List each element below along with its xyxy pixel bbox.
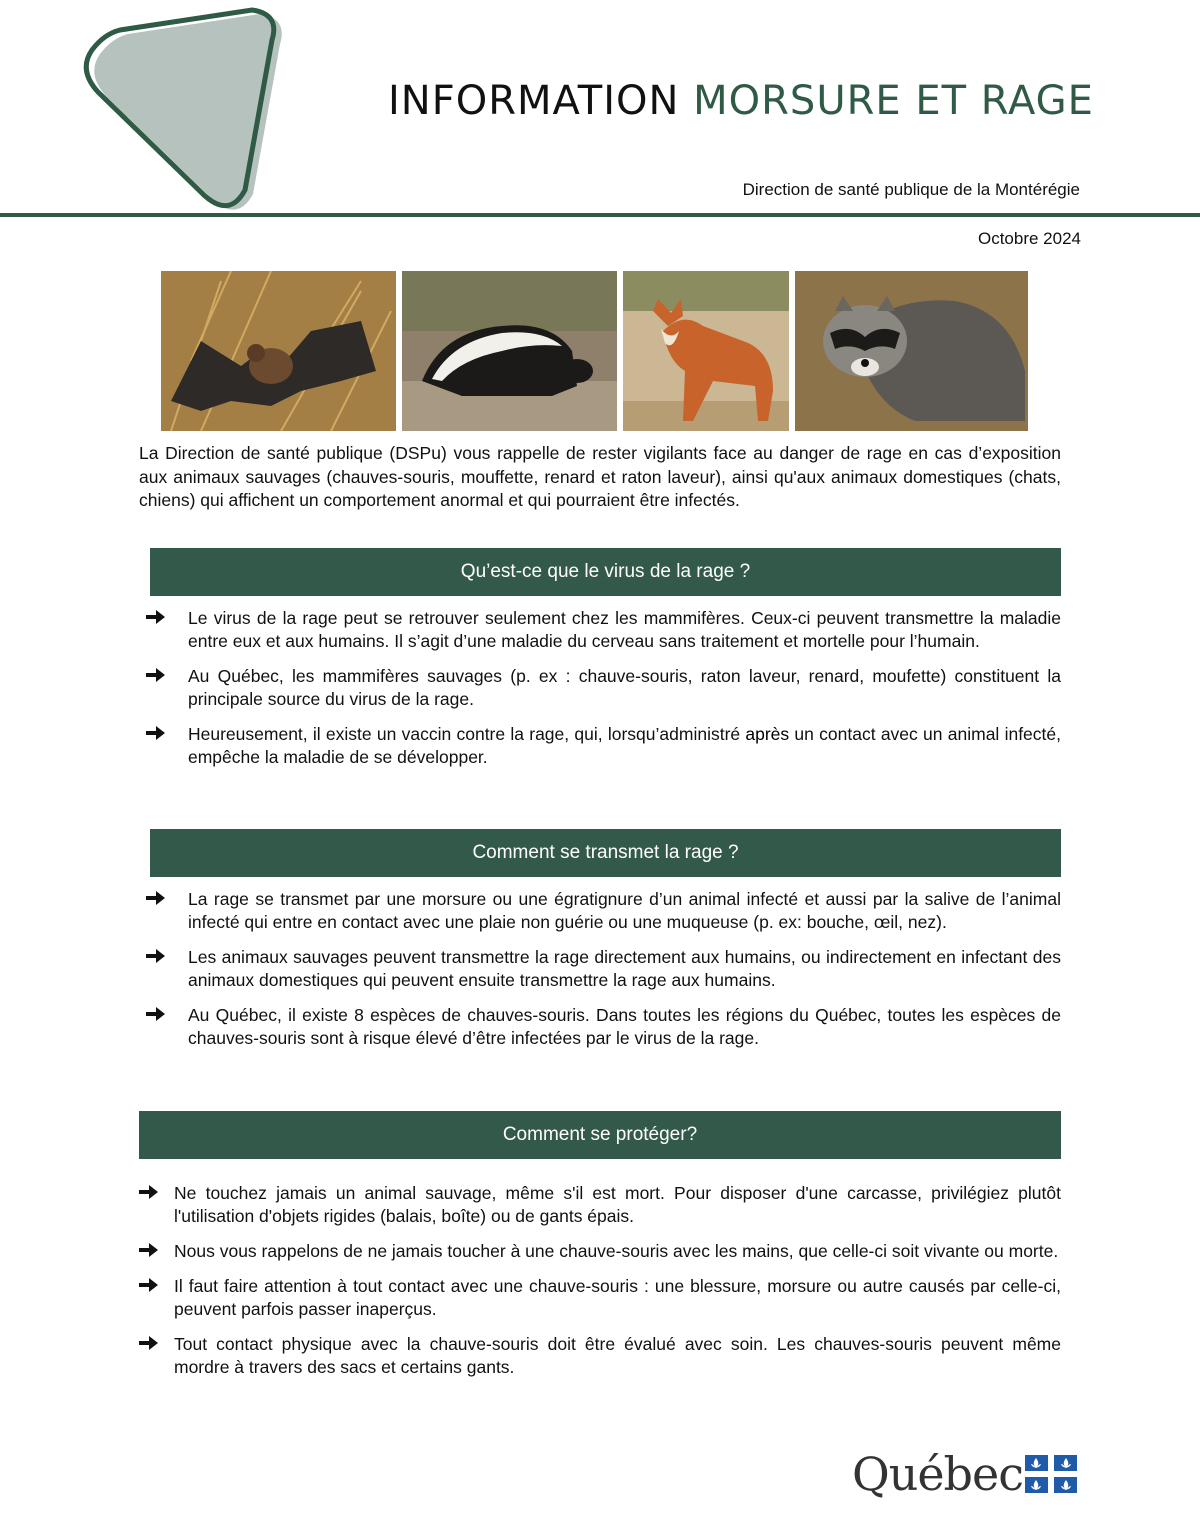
section-header-transmission: Comment se transmet la rage ?: [150, 829, 1061, 877]
arrow-right-icon: [139, 1183, 158, 1201]
section-header-protection: Comment se protéger?: [139, 1111, 1061, 1159]
list-item: [139, 1240, 1061, 1263]
list-item: [139, 1182, 1061, 1228]
fox-photo: [623, 271, 789, 431]
organization-name: Direction de santé publique de la Montérégie: [742, 180, 1080, 199]
list-item: [146, 888, 1061, 934]
decorative-triangle-logo: [60, 0, 290, 215]
list-item: [139, 1333, 1061, 1379]
arrow-right-icon: [146, 724, 165, 742]
emphasis-text: après: [745, 724, 790, 744]
title-part-information: INFORMATION: [388, 78, 680, 124]
list-item-text: Le virus de la rage peut se retrouver seulement chez les mammifères. Ceux-ci peuvent transmettre la maladie entre eux et aux humains. Il s’agit d’une maladie du cerveau sans traitement et mortelle pour l’humain.: [188, 608, 1061, 651]
list-item-text: Heureusement, il existe un vaccin contre la rage, qui, lorsqu’administré: [188, 724, 746, 744]
skunk-photo: [402, 271, 617, 431]
protection-list: [139, 1182, 1061, 1391]
arrow-right-icon: [146, 1005, 165, 1023]
list-item-text: Nous vous rappelons de ne jamais toucher à une chauve-souris avec les mains, que celle-ci soit vivante ou morte.: [174, 1241, 1059, 1261]
list-item-text: La rage se transmet par une morsure ou une égratignure d’un animal infecté et aussi par la salive de l’animal infecté qui entre en contact avec une plaie non guérie ou une muqueuse (p. ex: bouche, œil, nez).: [188, 889, 1061, 932]
list-item-text: Ne touchez jamais un animal sauvage, même s'il est mort. Pour disposer d'une carcasse, privilégiez plutôt l'utilisation d'objets rigides (balais, boîte) ou de gants épais.: [174, 1183, 1061, 1226]
arrow-right-icon: [139, 1334, 158, 1352]
title-part-topic: MORSURE ET RAGE: [693, 78, 1094, 124]
page-title: [388, 78, 1094, 124]
list-item: [146, 665, 1061, 711]
section-header-what-is-rabies: Qu’est-ce que le virus de la rage ?: [150, 548, 1061, 596]
list-item-text: Au Québec, il existe 8 espèces de chauves-souris. Dans toutes les régions du Québec, toutes les espèces de chauves-souris sont à risque élevé d’être infectées par le virus de la rage.: [188, 1005, 1061, 1048]
list-item-text: un contact avec un animal infecté, empêche la maladie de se développer.: [188, 724, 1061, 767]
publication-date: Octobre 2024: [977, 229, 1081, 248]
raccoon-photo: [795, 271, 1028, 431]
arrow-right-icon: [146, 608, 165, 626]
list-item: [146, 1004, 1061, 1050]
list-item-text: Les animaux sauvages peuvent transmettre la rage directement aux humains, ou indirectement en infectant des animaux domestiques qui peuvent ensuite transmettre la rage aux humains.: [188, 947, 1061, 990]
quebec-wordmark: Québec: [852, 1447, 1023, 1501]
list-item-text: Tout contact physique avec la chauve-souris doit être évalué avec soin. Les chauves-souris peuvent même mordre à travers des sacs et certains gants.: [174, 1334, 1061, 1377]
list-item: [139, 1275, 1061, 1321]
arrow-right-icon: [139, 1276, 158, 1294]
list-item: [146, 723, 1061, 769]
header-divider: [0, 213, 1200, 217]
what-is-rabies-list: [146, 607, 1061, 781]
arrow-right-icon: [139, 1241, 158, 1259]
arrow-right-icon: [146, 889, 165, 907]
list-item: [146, 607, 1061, 653]
arrow-right-icon: [146, 666, 165, 684]
quebec-logo: [852, 1446, 1082, 1506]
quebec-flag-icon: [1025, 1455, 1077, 1493]
list-item-text: Au Québec, les mammifères sauvages (p. ex : chauve-souris, raton laveur, renard, moufette) constituent la principale source du virus de la rage.: [188, 666, 1061, 709]
transmission-list: [146, 888, 1061, 1062]
bat-photo: [161, 271, 396, 431]
intro-paragraph: La Direction de santé publique (DSPu) vous rappelle de rester vigilants face au danger de rage en cas d’exposition aux animaux sauvages (chauves-souris, mouffette, renard et raton laveur), ainsi qu'aux animaux domestiques (chats, chiens) qui affichent un comportement anormal et qui pourraient être infectés.: [139, 443, 1061, 510]
list-item-text: Il faut faire attention à tout contact avec une chauve-souris : une blessure, morsure ou autre causés par celle-ci, peuvent parfois passer inaperçus.: [174, 1276, 1061, 1319]
list-item: [146, 946, 1061, 992]
arrow-right-icon: [146, 947, 165, 965]
